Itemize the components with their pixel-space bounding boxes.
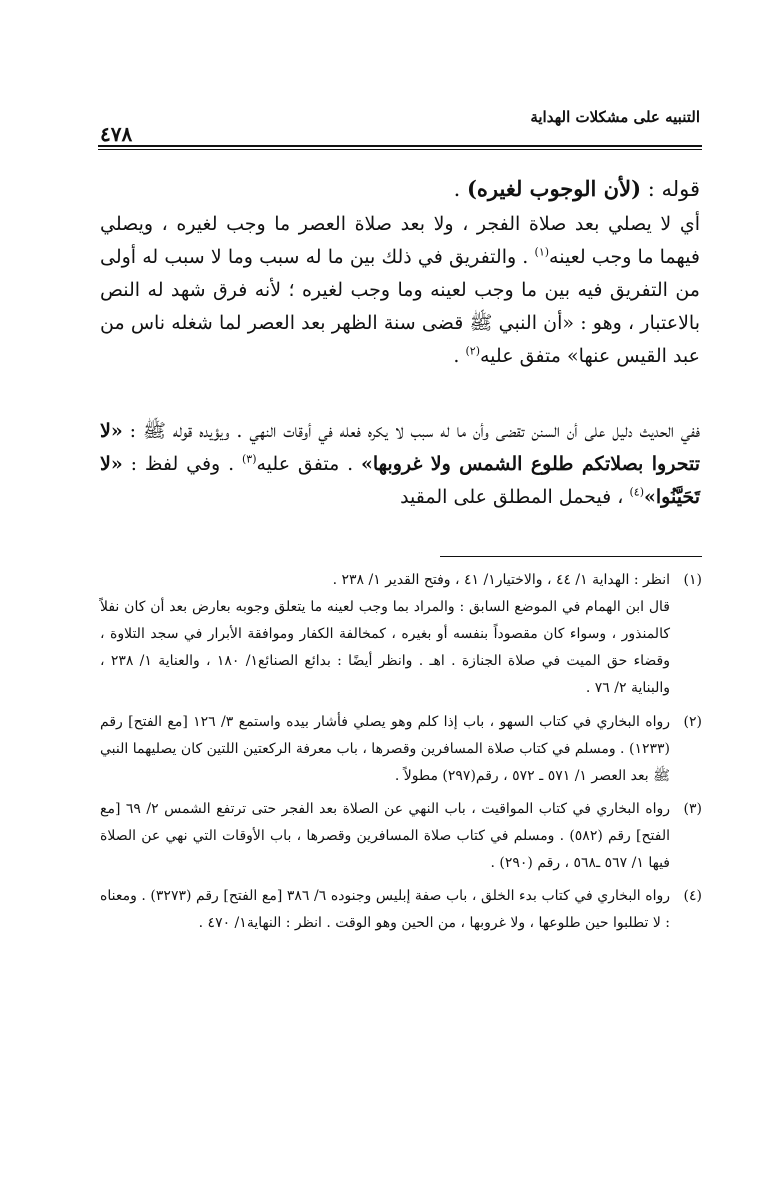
footnote-text: رواه البخاري في كتاب المواقيت ، باب النهي عن الصلاة بعد الفجر حتى ترتفع الشمس ٢/ ٦٩ [مع الفتح] رقم (٥٨٢) . ومسلم في كتاب صلاة المسافرين وقصرها ، باب الأوقات التي نهي عن الصلاة فيها ١/ ٥٦٧ ـ٥٦٨ ، رقم (٢٩٠) . <box>100 801 671 871</box>
footnote-ref-2: (٢) <box>465 344 480 358</box>
footnote-text: رواه البخاري في كتاب السهو ، باب إذا كلم وهو يصلي فأشار بيده واستمع ٣/ ١٢٦ [مع الفتح] رقم (١٢٣٣) . ومسلم في كتاب صلاة المسافرين وقصرها ، باب معرفة الركعتين اللتين كان يصليهما النبي ﷺ بعد العصر ١/ ٥٧١ ـ ٥٧٢ ، رقم(٢٩٧) مطولاً . <box>100 714 670 784</box>
footnote-number: (١) <box>683 572 702 588</box>
footnote-number: (٣) <box>683 801 702 817</box>
para2-text-c: . وفي لفظ : <box>122 453 242 475</box>
quote-label: قوله : <box>641 177 700 201</box>
footnote-number: (٢) <box>683 714 702 730</box>
para1-text-a: أي لا يصلي بعد صلاة الفجر ، ولا بعد صلاة العصر ما وجب لغيره ، ويصلي فيهما ما وجب لعينه <box>100 213 700 268</box>
body-paragraph-2 <box>100 415 700 514</box>
para1-text-b: . والتفريق في ذلك بين ما له سبب وما لا سبب له أولى من التفريق فيه بين ما وجب لعينه وما وجب لغيره ؛ لأنه فرق شهد له النص بالاعتبار ، وهو : «أن النبي ﷺ قضى سنة الظهر بعد العصر لما شغله ناس من عبد القيس عنها» متفق عليه <box>100 246 700 367</box>
quote-text: (لأن الوجوب لغيره) <box>466 176 642 201</box>
page-number: ٤٧٨ <box>100 122 133 146</box>
footnote-text: انظر : الهداية ١/ ٤٤ ، والاختيار١/ ٤١ ، وفتح القدير ١/ ٢٣٨ . <box>332 572 670 588</box>
para2-text-d: ، فيحمل المطلق على المقيد <box>400 486 630 508</box>
footnote-1 <box>100 567 702 702</box>
hadith-quote-2: «لا تَحَيَّنُوا» <box>100 453 700 508</box>
header-rule-thick <box>98 145 702 147</box>
quoted-statement <box>100 172 700 206</box>
para2-text-b: . متفق عليه <box>256 453 361 475</box>
footnote-extra-text: قال ابن الهمام في الموضع السابق : والمراد بما وجب لعينه ما يتعلق وجوبه بعارض بعد أن كان نفلاً كالمنذور ، وسواء كان مقصوداً بنفسه أو بغيره ، كمخالفة الكفار وموافقة الأبرار في سجد التلاوة ، وقضاء حق الميت في صلاة الجنازة . اهـ . وانظر أيضًا : بدائع الصنائع١/ ١٨٠ ، والعناية ١/ ٢٣٨ ، والبناية ٢/ ٧٦ . <box>100 599 671 696</box>
footnote-separator <box>440 556 702 557</box>
footnote-4 <box>100 883 702 937</box>
footnote-ref-1: (١) <box>534 245 550 259</box>
body-paragraph-1 <box>100 208 700 373</box>
hadith-quote-1: «لا تتحروا بصلاتكم طلوع الشمس ولا غروبها» <box>100 420 700 475</box>
running-header-title: التنبيه على مشكلات الهداية <box>530 108 700 126</box>
para2-text-a: ففي الحديث دليل على أن السنن تقضى وأن ما له سبب لا يكره فعله في أوقات النهي . ويؤيده قوله ﷺ : <box>122 420 700 442</box>
header-rule-thin <box>98 149 702 150</box>
quote-end: . <box>453 177 467 201</box>
footnote-ref-4: (٤) <box>629 485 644 499</box>
footnote-3 <box>100 796 702 877</box>
footnote-number: (٤) <box>683 888 702 904</box>
footnote-text: رواه البخاري في كتاب بدء الخلق ، باب صفة إبليس وجنوده ٦/ ٣٨٦ [مع الفتح] رقم (٣٢٧٣) . ومعناه : لا تطلبوا حين طلوعها ، ولا غروبها ، من الحين وهو الوقت . انظر : النهاية١/ ٤٧٠ . <box>100 888 671 931</box>
footnote-2 <box>100 709 702 790</box>
para1-text-c: . <box>453 345 466 367</box>
footnote-ref-3: (٣) <box>241 452 257 466</box>
